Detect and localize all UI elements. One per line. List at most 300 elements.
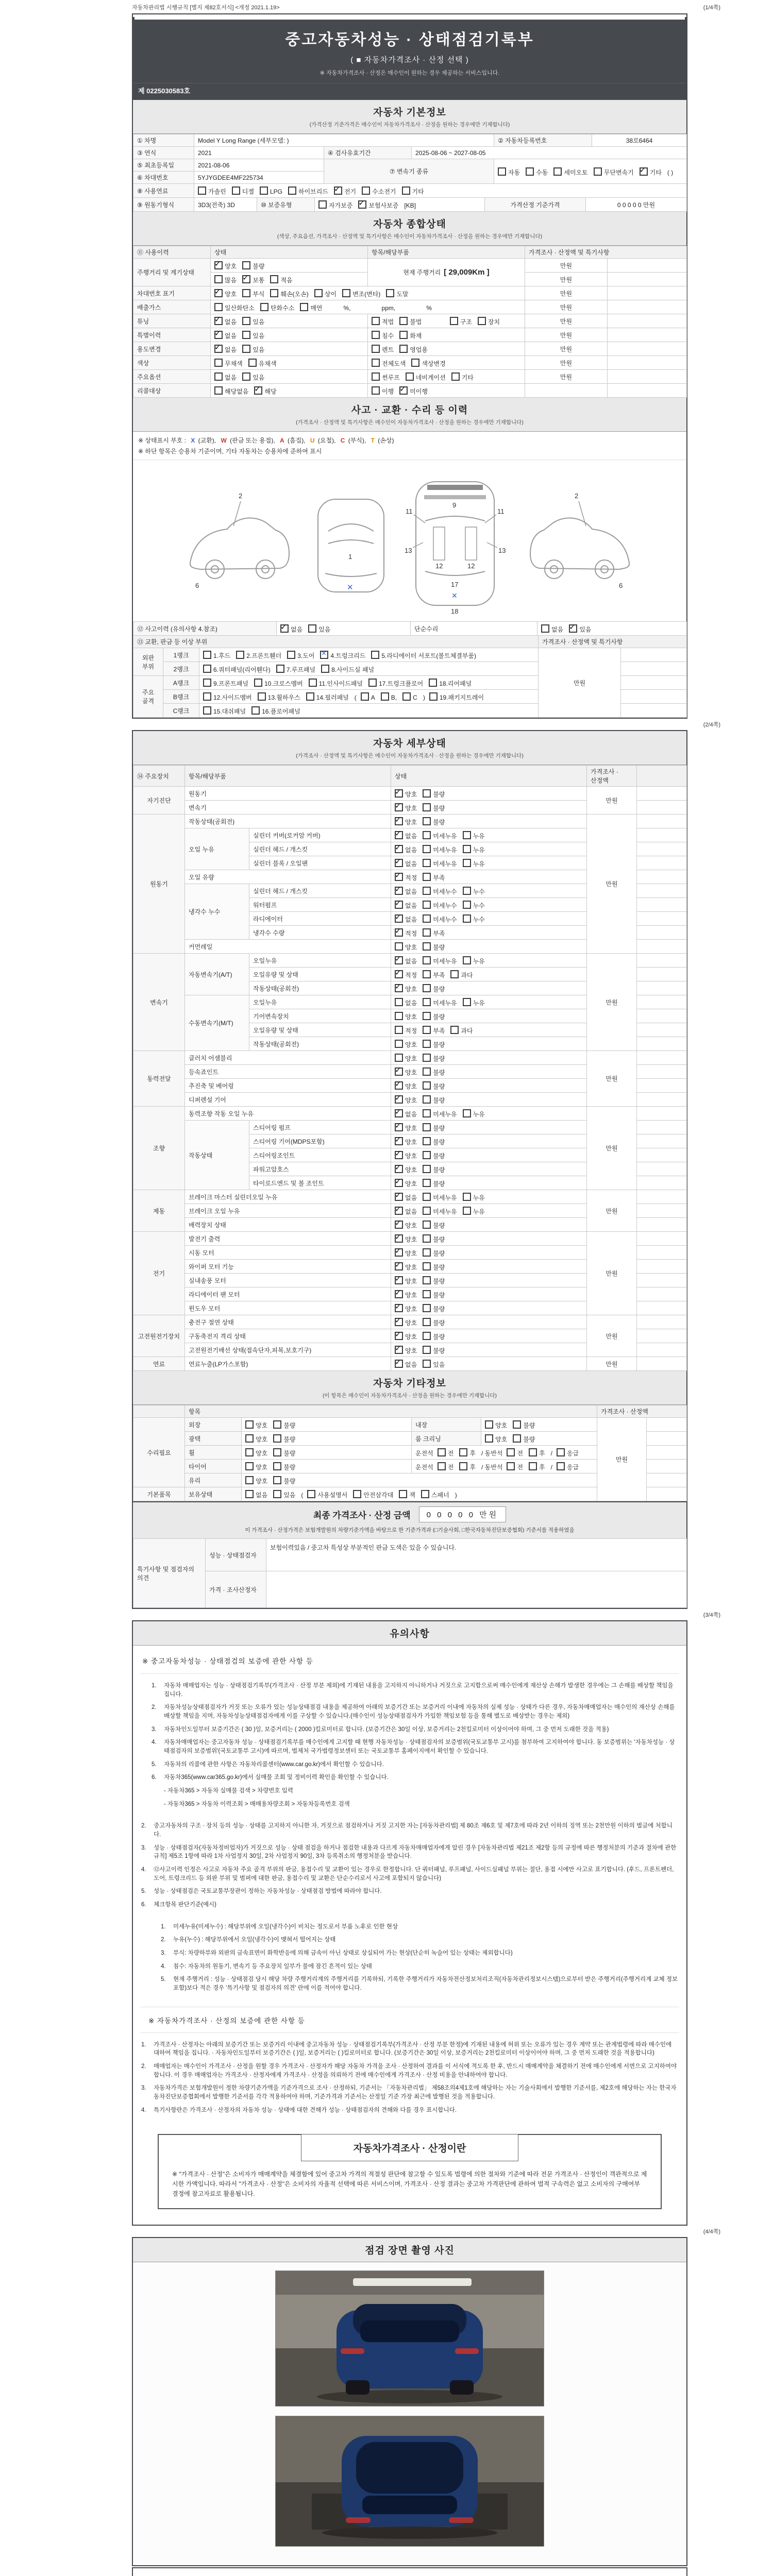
checkbox[interactable] [402,692,411,701]
checkbox[interactable] [463,859,471,867]
checkbox-option[interactable] [402,691,417,701]
checkbox[interactable] [214,275,223,283]
checkbox-option[interactable] [463,913,485,924]
checkbox[interactable] [406,372,414,381]
checked-checkbox[interactable] [395,1290,403,1298]
checked-checkbox[interactable] [395,845,403,853]
checkbox-option[interactable] [214,302,255,312]
checkbox-option[interactable] [203,691,252,702]
checkbox-option[interactable] [395,1303,417,1313]
checkbox[interactable] [203,692,211,701]
checkbox[interactable] [318,200,327,209]
checked-checkbox[interactable] [395,831,403,839]
checkbox-option[interactable] [334,185,356,196]
checkbox[interactable] [203,706,211,715]
checkbox[interactable] [507,1462,515,1470]
checked-checkbox[interactable] [395,1081,403,1090]
checkbox-option[interactable] [423,900,457,910]
checkbox[interactable] [395,1012,403,1020]
checked-checkbox[interactable] [395,873,403,881]
checkbox[interactable] [371,651,379,659]
checkbox[interactable] [423,942,431,951]
checkbox-option[interactable] [459,1461,476,1471]
checkbox-option[interactable] [395,844,417,854]
checkbox-option[interactable] [307,1489,347,1499]
checkbox-option[interactable] [399,330,422,340]
checkbox-option[interactable] [463,858,485,868]
checkbox-option[interactable] [395,1164,417,1174]
checkbox-option[interactable] [450,1025,473,1035]
x-marked-checkbox[interactable] [320,651,328,659]
checkbox[interactable] [423,873,431,881]
checked-checkbox[interactable] [395,1234,403,1243]
checkbox[interactable] [463,831,471,839]
checkbox-option[interactable] [287,650,314,660]
checkbox[interactable] [214,303,223,311]
checkbox[interactable] [203,665,211,673]
checkbox[interactable] [594,167,602,176]
checkbox-option[interactable] [423,1317,445,1327]
checkbox-option[interactable] [372,344,394,354]
checkbox-option[interactable] [273,1475,295,1485]
checkbox-option[interactable] [399,344,428,354]
checkbox-option[interactable] [423,1331,445,1341]
checkbox[interactable] [372,345,380,353]
checkbox[interactable] [423,1081,431,1090]
checkbox-option[interactable] [553,166,587,177]
checkbox-option[interactable] [395,1122,417,1132]
checkbox-option[interactable] [251,705,300,716]
checkbox-option[interactable] [203,705,246,716]
checkbox[interactable] [423,1290,431,1298]
checkbox[interactable] [423,901,431,909]
checkbox-option[interactable] [459,1447,476,1458]
checkbox[interactable] [270,289,278,297]
checkbox[interactable] [423,1109,431,1117]
checkbox-option[interactable] [640,166,662,177]
checkbox[interactable] [423,1054,431,1062]
checked-checkbox[interactable] [395,1067,403,1076]
checkbox-option[interactable] [242,288,264,298]
checkbox[interactable] [423,1151,431,1159]
checkbox-option[interactable] [399,1489,415,1499]
checkbox-option[interactable] [438,1461,454,1471]
checkbox-option[interactable] [254,385,276,396]
checkbox[interactable] [242,289,250,297]
checked-checkbox[interactable] [214,289,223,297]
checkbox-option[interactable] [421,1489,449,1499]
checked-checkbox[interactable] [214,331,223,339]
checked-checkbox[interactable] [395,956,403,964]
checkbox[interactable] [513,1420,521,1429]
checkbox[interactable] [423,1165,431,1173]
checkbox-option[interactable] [485,1419,507,1430]
checkbox[interactable] [423,928,431,937]
checkbox-option[interactable] [321,664,374,674]
checkbox[interactable] [423,1221,431,1229]
checkbox[interactable] [423,817,431,825]
checkbox-option[interactable] [362,185,396,196]
checkbox-option[interactable] [423,1275,445,1285]
checkbox-option[interactable] [423,886,457,896]
checkbox-option[interactable] [423,969,445,979]
checked-checkbox[interactable] [395,1137,403,1145]
checkbox[interactable] [423,914,431,923]
checkbox-option[interactable] [371,650,476,660]
checkbox[interactable] [368,679,377,687]
checkbox[interactable] [203,651,211,659]
checkbox[interactable] [498,167,506,176]
checkbox-option[interactable] [529,1447,545,1458]
checked-checkbox[interactable] [395,1346,403,1354]
checkbox[interactable] [423,998,431,1006]
checkbox[interactable] [411,359,419,367]
checked-checkbox[interactable] [395,789,403,798]
checkbox[interactable] [557,1462,565,1470]
checkbox[interactable] [423,887,431,895]
checkbox[interactable] [451,372,460,381]
checked-checkbox[interactable] [395,1109,403,1117]
checkbox[interactable] [423,1207,431,1215]
checkbox-option[interactable] [395,1178,417,1188]
checkbox[interactable] [270,275,278,283]
checkbox[interactable] [242,331,250,339]
checkbox-option[interactable] [450,316,472,326]
checkbox-option[interactable] [529,1461,545,1471]
checkbox-option[interactable] [569,623,591,634]
checkbox-option[interactable] [318,199,352,210]
checkbox[interactable] [423,956,431,964]
checkbox[interactable] [245,1476,254,1484]
checkbox-option[interactable] [411,358,445,368]
checkbox-option[interactable] [507,1447,523,1458]
checkbox[interactable] [245,1420,254,1429]
checkbox-option[interactable] [214,260,237,270]
checkbox-option[interactable] [463,997,485,1007]
checkbox[interactable] [273,1420,281,1429]
checkbox-option[interactable] [214,385,248,396]
checkbox-option[interactable] [254,677,303,688]
checkbox[interactable] [399,331,408,339]
checkbox-option[interactable] [395,1233,417,1244]
checkbox[interactable] [463,956,471,964]
checkbox-option[interactable] [423,1164,445,1174]
checkbox-option[interactable] [423,1345,445,1355]
checkbox-option[interactable] [402,185,424,196]
checkbox[interactable] [242,345,250,353]
checkbox[interactable] [423,1276,431,1284]
checkbox[interactable] [258,692,266,701]
checkbox[interactable] [308,624,316,633]
checkbox[interactable] [273,1462,281,1470]
checkbox[interactable] [342,289,350,297]
checkbox-option[interactable] [429,691,484,702]
checkbox[interactable] [463,845,471,853]
checkbox-option[interactable] [280,623,303,634]
checkbox[interactable] [423,1067,431,1076]
checkbox[interactable] [423,1179,431,1187]
checkbox-option[interactable] [395,1066,417,1077]
checkbox[interactable] [306,692,314,701]
checkbox[interactable] [423,859,431,867]
checkbox-option[interactable] [395,1150,417,1160]
checkbox-option[interactable] [309,677,363,688]
checkbox[interactable] [395,1026,403,1034]
checkbox-option[interactable] [423,997,457,1007]
checkbox-option[interactable] [395,913,417,924]
checkbox[interactable] [423,1332,431,1340]
checked-checkbox[interactable] [214,317,223,325]
checked-checkbox[interactable] [358,200,366,209]
checkbox[interactable] [254,679,262,687]
checked-checkbox[interactable] [254,386,262,395]
checkbox[interactable] [242,372,250,381]
checkbox-option[interactable] [214,316,237,326]
checkbox-option[interactable] [450,969,473,979]
checkbox[interactable] [372,359,380,367]
checkbox-option[interactable] [203,650,230,660]
checkbox[interactable] [273,1448,281,1456]
checkbox[interactable] [423,789,431,798]
checkbox-option[interactable] [386,288,408,298]
checkbox-option[interactable] [423,1233,445,1244]
checkbox[interactable] [485,1420,493,1429]
checkbox-option[interactable] [242,330,264,340]
checkbox-option[interactable] [557,1447,579,1458]
checkbox-option[interactable] [395,1275,417,1285]
checkbox[interactable] [214,386,223,395]
checkbox-option[interactable] [395,1359,417,1369]
checkbox[interactable] [386,289,394,297]
checkbox[interactable] [421,1490,429,1498]
checkbox[interactable] [529,1462,537,1470]
checkbox-option[interactable] [395,1317,417,1327]
checked-checkbox[interactable] [640,167,648,176]
checkbox-option[interactable] [273,1433,295,1444]
checkbox-option[interactable] [463,1108,485,1118]
checked-checkbox[interactable] [395,928,403,937]
checkbox[interactable] [399,317,408,325]
checkbox-option[interactable] [395,900,417,910]
checkbox[interactable] [245,1434,254,1443]
checkbox[interactable] [478,317,486,325]
checked-checkbox[interactable] [395,1165,403,1173]
checkbox[interactable] [236,651,244,659]
checkbox[interactable] [541,624,549,633]
checkbox[interactable] [423,1040,431,1048]
checkbox[interactable] [399,1490,407,1498]
checkbox-option[interactable] [300,302,322,312]
checkbox-option[interactable] [423,788,445,799]
checkbox-option[interactable] [395,1136,417,1146]
checkbox-option[interactable] [214,274,237,284]
checkbox-option[interactable] [395,872,417,882]
checkbox[interactable] [423,1095,431,1104]
checkbox[interactable] [300,303,308,311]
checked-checkbox[interactable] [395,914,403,923]
checkbox-option[interactable] [260,185,282,195]
checkbox[interactable] [260,187,268,195]
checkbox[interactable] [423,1193,431,1201]
checkbox-option[interactable] [214,288,237,298]
checkbox-option[interactable] [242,344,264,354]
checked-checkbox[interactable] [395,1262,403,1270]
checkbox[interactable] [423,1248,431,1257]
checkbox[interactable] [438,1462,446,1470]
checkbox[interactable] [260,303,268,311]
checkbox[interactable] [361,692,369,701]
checkbox-option[interactable] [395,1094,417,1105]
checkbox-option[interactable] [395,1219,417,1230]
checkbox[interactable] [450,1026,459,1034]
checkbox-option[interactable] [423,913,457,924]
checked-checkbox[interactable] [395,1360,403,1368]
checkbox-option[interactable] [395,1192,417,1202]
checkbox[interactable] [423,831,431,839]
checkbox-option[interactable] [245,1433,267,1444]
checkbox[interactable] [429,692,438,701]
checked-checkbox[interactable] [280,624,289,633]
checked-checkbox[interactable] [395,1151,403,1159]
checked-checkbox[interactable] [395,1207,403,1215]
checkbox[interactable] [429,679,437,687]
checkbox[interactable] [423,1234,431,1243]
checkbox[interactable] [245,1462,254,1470]
checkbox[interactable] [485,1434,493,1443]
checkbox-option[interactable] [381,691,397,701]
checkbox[interactable] [553,167,562,176]
checkbox-option[interactable] [242,260,264,270]
checked-checkbox[interactable] [395,1332,403,1340]
checkbox[interactable] [287,651,295,659]
checked-checkbox[interactable] [395,1248,403,1257]
checkbox-option[interactable] [245,1461,267,1471]
checkbox[interactable] [423,845,431,853]
checkbox[interactable] [459,1462,467,1470]
checkbox-option[interactable] [395,997,417,1007]
checkbox-option[interactable] [423,1039,445,1049]
checkbox[interactable] [245,1448,254,1456]
checked-checkbox[interactable] [395,803,403,811]
checkbox[interactable] [395,1054,403,1062]
checkbox-option[interactable] [288,185,328,196]
checkbox-option[interactable] [245,1419,267,1430]
checkbox-option[interactable] [395,802,417,812]
checkbox-option[interactable] [423,872,445,882]
checkbox-option[interactable] [463,900,485,910]
checkbox-option[interactable] [423,830,457,840]
checkbox-option[interactable] [423,1053,445,1063]
checkbox-option[interactable] [372,330,394,340]
checkbox-option[interactable] [198,185,226,196]
checkbox[interactable] [450,317,458,325]
checked-checkbox[interactable] [395,970,403,978]
checkbox-option[interactable] [557,1461,579,1471]
checkbox-option[interactable] [395,983,417,993]
checkbox[interactable] [395,1040,403,1048]
checkbox-option[interactable] [395,830,417,840]
checkbox-option[interactable] [273,1461,295,1471]
checkbox[interactable] [463,998,471,1006]
checkbox-option[interactable] [232,185,254,196]
checkbox[interactable] [423,1012,431,1020]
checked-checkbox[interactable] [395,901,403,909]
checked-checkbox[interactable] [395,1318,403,1326]
checkbox-option[interactable] [361,691,375,701]
checkbox-option[interactable] [203,664,271,674]
checkbox-option[interactable] [395,1108,417,1118]
checkbox[interactable] [399,345,408,353]
checkbox-option[interactable] [395,1261,417,1272]
checkbox-option[interactable] [342,288,380,298]
checkbox-option[interactable] [395,969,417,979]
checkbox[interactable] [463,901,471,909]
checkbox-option[interactable] [395,886,417,896]
checkbox-option[interactable] [498,166,520,177]
checkbox-option[interactable] [372,358,406,368]
checkbox-option[interactable] [423,1108,457,1118]
checkbox[interactable] [463,1109,471,1117]
checkbox[interactable] [248,359,257,367]
checkbox-option[interactable] [358,199,398,210]
checkbox[interactable] [423,1026,431,1034]
checkbox-option[interactable] [423,816,445,826]
checkbox[interactable] [463,887,471,895]
checkbox-option[interactable] [423,1359,445,1369]
checkbox-option[interactable] [308,623,330,634]
checked-checkbox[interactable] [395,817,403,825]
checkbox-option[interactable] [423,1150,445,1160]
checkbox-option[interactable] [214,358,243,368]
checkbox-option[interactable] [423,1247,445,1258]
checkbox-option[interactable] [423,1094,445,1105]
checkbox-option[interactable] [463,830,485,840]
checkbox-option[interactable] [423,1066,445,1077]
checkbox[interactable] [402,187,410,195]
checkbox-option[interactable] [463,955,485,965]
checkbox-option[interactable] [423,1136,445,1146]
checkbox[interactable] [423,970,431,978]
checkbox[interactable] [372,386,380,395]
checkbox[interactable] [309,679,317,687]
checkbox-option[interactable] [423,927,445,938]
checkbox-option[interactable] [423,941,445,952]
checkbox-option[interactable] [478,316,500,326]
checkbox-option[interactable] [242,274,264,284]
checkbox-option[interactable] [395,1080,417,1091]
checkbox-option[interactable] [423,1011,445,1021]
checkbox-option[interactable] [314,288,337,298]
checkbox-option[interactable] [463,886,485,896]
checkbox-option[interactable] [507,1461,523,1471]
checkbox[interactable] [242,261,250,269]
checkbox-option[interactable] [273,1447,295,1458]
checked-checkbox[interactable] [395,1276,403,1284]
checkbox-option[interactable] [395,1025,417,1035]
checkbox[interactable] [423,1123,431,1131]
checkbox-option[interactable] [276,664,315,674]
checkbox-option[interactable] [395,1011,417,1021]
checkbox-option[interactable] [245,1475,267,1485]
checkbox[interactable] [353,1490,361,1498]
checkbox-option[interactable] [214,344,237,354]
checked-checkbox[interactable] [395,859,403,867]
checkbox[interactable] [507,1448,515,1456]
checkbox-option[interactable] [395,1247,417,1258]
checkbox-option[interactable] [541,623,563,634]
checkbox-option[interactable] [395,788,417,799]
checkbox-option[interactable] [526,166,548,177]
